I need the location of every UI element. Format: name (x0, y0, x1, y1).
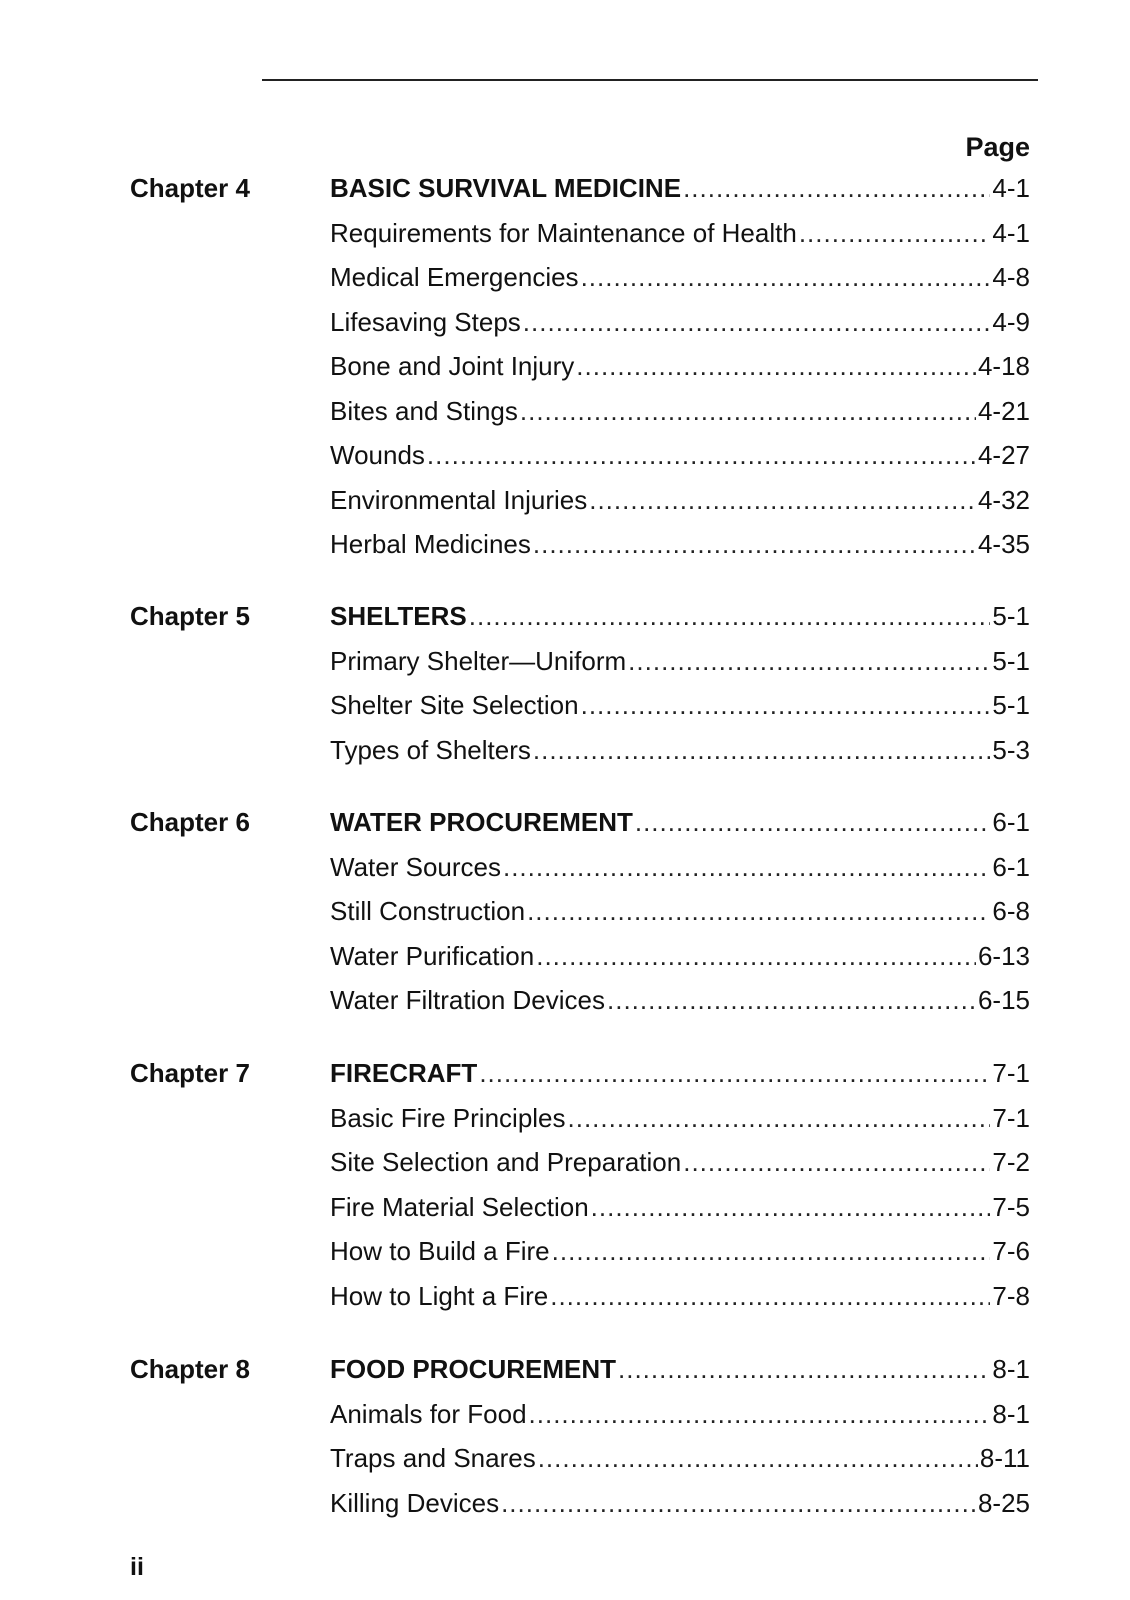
page-number: 6-8 (992, 896, 1030, 926)
page-number: 6-13 (977, 940, 1030, 971)
dot-leader (427, 439, 976, 471)
dot-leader (635, 806, 991, 838)
section-title: Medical Emergencies (330, 262, 579, 292)
section-entry[interactable] (330, 1442, 1030, 1474)
section-title: Still Construction (330, 896, 526, 926)
section-title: Traps and Snares (330, 1443, 536, 1473)
section-entry[interactable] (330, 1146, 1030, 1178)
chapter-title-entry[interactable] (330, 1353, 1030, 1385)
page-number: 6-15 (977, 985, 1030, 1015)
dot-leader (550, 1280, 990, 1312)
page-number: 7-2 (992, 1147, 1030, 1177)
dot-leader (683, 1146, 990, 1178)
dot-leader (527, 895, 990, 927)
section-title: Water Filtration Devices (330, 985, 605, 1015)
page-number: 8-25 (977, 1487, 1030, 1518)
chapter-title: SHELTERS (330, 601, 467, 631)
dot-leader (523, 306, 991, 338)
section-entry[interactable] (330, 1280, 1030, 1312)
page-number: 5-1 (992, 690, 1030, 720)
section-title: Fire Material Selection (330, 1191, 589, 1222)
dot-leader (607, 984, 976, 1016)
section-title: Herbal Medicines (330, 529, 531, 559)
page-number: 4-27 (977, 440, 1030, 470)
section-entry[interactable] (330, 395, 1030, 427)
section-entry[interactable] (330, 1398, 1030, 1430)
page-number: 7-5 (992, 1191, 1030, 1222)
chapter-title: BASIC SURVIVAL MEDICINE (330, 173, 682, 203)
dot-leader (469, 600, 991, 632)
chapter-label: Chapter 6 (130, 807, 250, 837)
section-title: Basic Fire Principles (330, 1102, 566, 1133)
section-entry[interactable] (330, 350, 1030, 382)
chapter-label: Chapter 8 (130, 1354, 250, 1384)
page-number: 7-1 (992, 1058, 1030, 1088)
dot-leader (591, 1191, 991, 1223)
dot-leader (618, 1353, 990, 1385)
page-number: 8-1 (992, 1398, 1030, 1429)
page-number: 4-8 (992, 262, 1030, 292)
page-number: 8-1 (992, 1354, 1030, 1384)
section-entry[interactable] (330, 940, 1030, 972)
dot-leader (538, 1442, 978, 1474)
chapter-title-entry[interactable] (330, 806, 1030, 838)
section-entry[interactable] (330, 306, 1030, 338)
section-title: How to Light a Fire (330, 1280, 549, 1311)
dot-leader (552, 1235, 991, 1267)
dot-leader (581, 261, 991, 293)
page-number: 8-11 (979, 1443, 1030, 1473)
page-number: 4-9 (992, 306, 1030, 337)
section-title: Killing Devices (330, 1487, 500, 1518)
dot-leader (628, 645, 990, 677)
footer-page-number: ii (130, 1553, 144, 1581)
dot-leader (576, 350, 976, 382)
section-entry[interactable] (330, 984, 1030, 1016)
section-title: How to Build a Fire (330, 1236, 550, 1266)
dot-leader (536, 940, 976, 972)
section-entry[interactable] (330, 1235, 1030, 1267)
dot-leader (501, 1487, 976, 1519)
chapter-title-entry[interactable] (330, 1057, 1030, 1089)
section-title: Animals for Food (330, 1398, 527, 1429)
section-entry[interactable] (330, 1102, 1030, 1134)
section-entry[interactable] (330, 528, 1030, 560)
dot-leader (581, 689, 991, 721)
section-title: Bites and Stings (330, 395, 518, 426)
section-entry[interactable] (330, 484, 1030, 516)
section-title: Lifesaving Steps (330, 306, 521, 337)
chapter-label: Chapter 5 (130, 601, 250, 631)
chapter-title-entry[interactable] (330, 172, 1030, 204)
page-number: 4-18 (977, 351, 1030, 381)
page-column-header: Page (965, 132, 1030, 162)
page-number: 5-1 (992, 601, 1030, 631)
page-number: 5-1 (992, 645, 1030, 676)
chapter-title: FIRECRAFT (330, 1058, 478, 1088)
section-title: Site Selection and Preparation (330, 1147, 682, 1177)
dot-leader (503, 851, 990, 883)
page-number: 4-1 (992, 173, 1030, 203)
section-title: Environmental Injuries (330, 484, 588, 515)
page-number: 7-6 (992, 1236, 1030, 1266)
top-rule (262, 79, 1038, 81)
section-title: Shelter Site Selection (330, 690, 579, 720)
section-entry[interactable] (330, 439, 1030, 471)
section-title: Types of Shelters (330, 734, 531, 765)
section-title: Wounds (330, 440, 425, 470)
page-number: 4-32 (977, 484, 1030, 515)
dot-leader (799, 217, 991, 249)
chapter-title: FOOD PROCUREMENT (330, 1354, 616, 1384)
section-entry[interactable] (330, 689, 1030, 721)
chapter-label: Chapter 4 (130, 173, 250, 203)
section-entry[interactable] (330, 1487, 1030, 1519)
section-title: Primary Shelter—Uniform (330, 645, 627, 676)
chapter-title: WATER PROCUREMENT (330, 807, 633, 837)
dot-leader (533, 734, 991, 766)
page-number: 6-1 (992, 807, 1030, 837)
section-entry[interactable] (330, 645, 1030, 677)
page-number: 7-1 (992, 1102, 1030, 1133)
section-entry[interactable] (330, 851, 1030, 883)
dot-leader (479, 1057, 990, 1089)
dot-leader (568, 1102, 991, 1134)
dot-leader (683, 172, 990, 204)
section-title: Water Sources (330, 851, 501, 882)
section-title: Water Purification (330, 940, 535, 971)
page-number: 4-35 (977, 529, 1030, 559)
section-entry[interactable] (330, 261, 1030, 293)
section-title: Requirements for Maintenance of Health (330, 217, 797, 248)
page-number: 5-3 (992, 734, 1030, 765)
section-title: Bone and Joint Injury (330, 351, 575, 381)
dot-leader (533, 528, 976, 560)
page-number: 6-1 (992, 851, 1030, 882)
dot-leader (520, 395, 976, 427)
page-number: 7-8 (992, 1280, 1030, 1311)
dot-leader (529, 1398, 991, 1430)
section-entry[interactable] (330, 895, 1030, 927)
section-entry[interactable] (330, 1191, 1030, 1223)
section-entry[interactable] (330, 217, 1030, 249)
chapter-title-entry[interactable] (330, 600, 1030, 632)
page-number: 4-21 (977, 395, 1030, 426)
page-number: 4-1 (992, 217, 1030, 248)
chapter-label: Chapter 7 (130, 1058, 250, 1088)
section-entry[interactable] (330, 734, 1030, 766)
dot-leader (589, 484, 976, 516)
